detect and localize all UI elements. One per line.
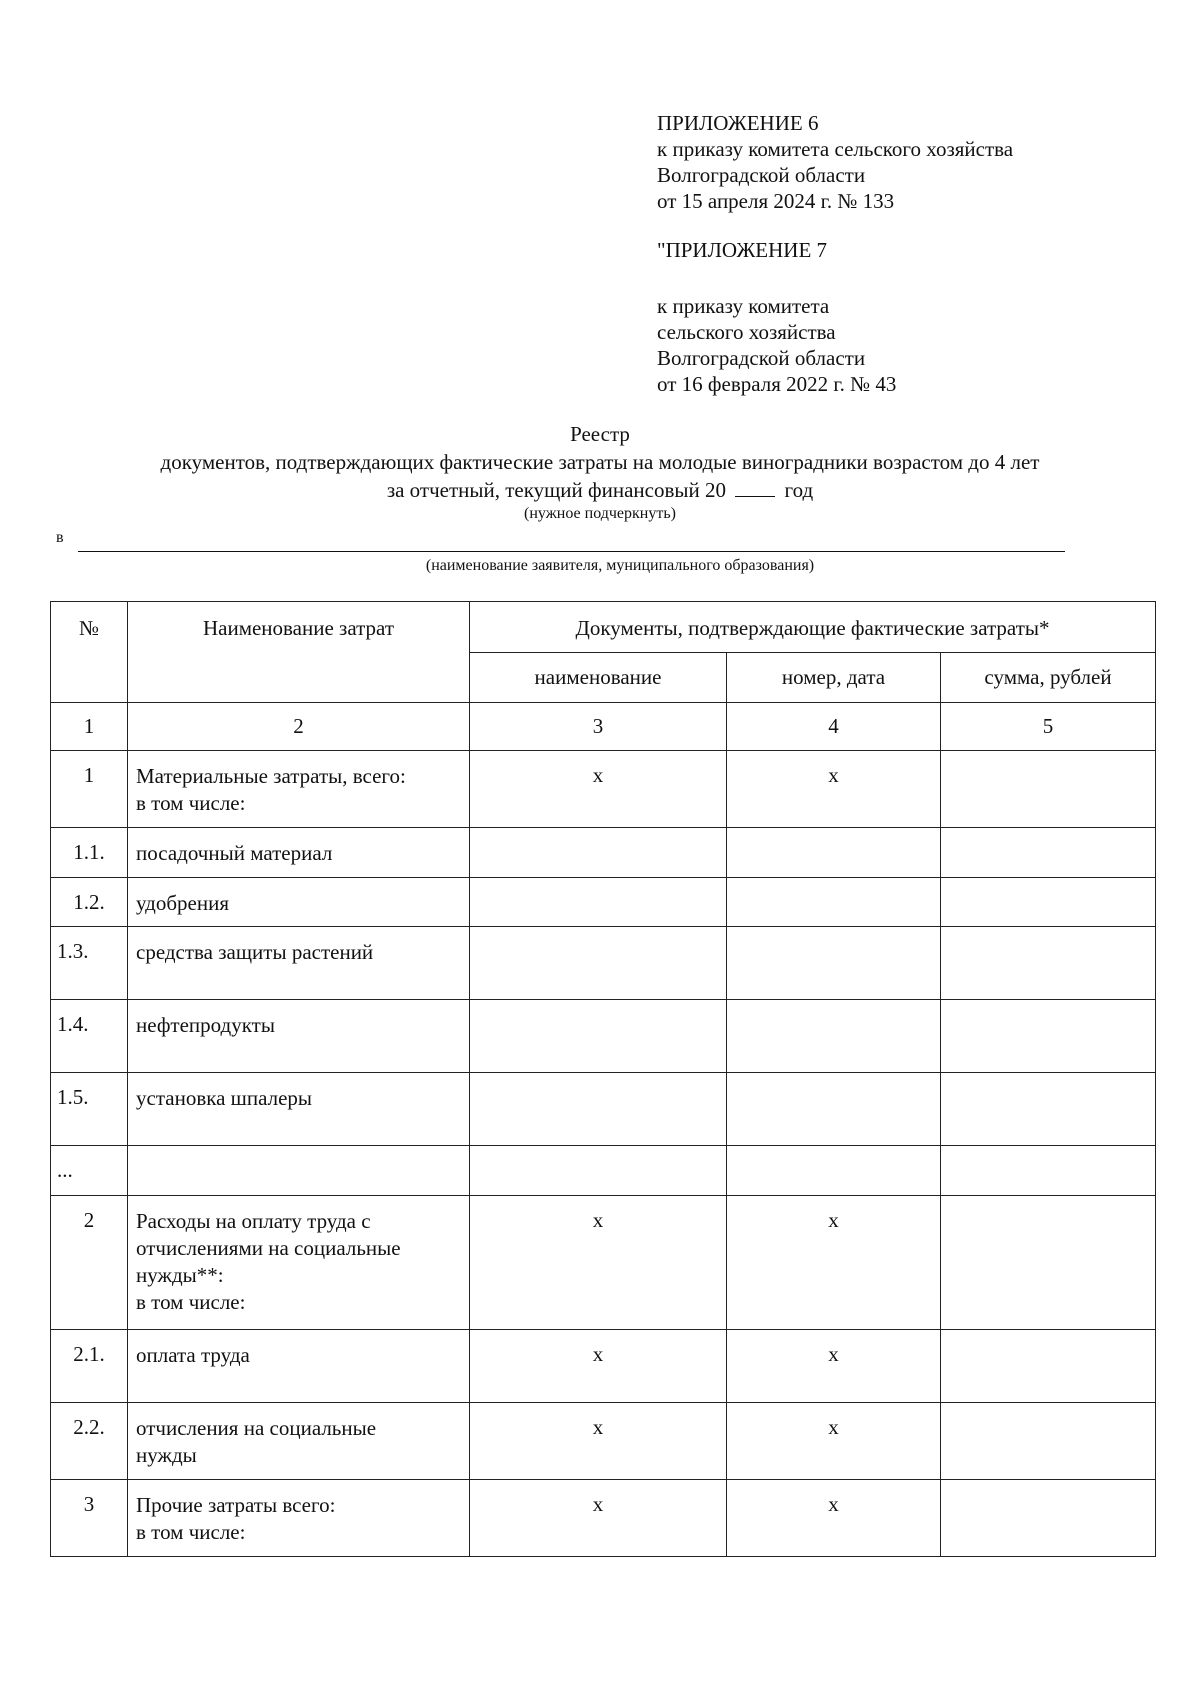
header-row-1: [51, 602, 1156, 653]
row-doc-sum: [941, 878, 1156, 927]
appendix-6-date: от 15 апреля 2024 г. № 133: [657, 189, 895, 213]
table-row: [51, 1073, 1156, 1146]
table-row: [51, 1000, 1156, 1073]
appendix-7-block: [657, 237, 896, 397]
header-doc-number-date: номер, дата: [727, 653, 941, 703]
row-cost-name: Расходы на оплату труда с отчислениями на социальные нужды**: в том числе:: [128, 1196, 470, 1330]
header-doc-name: наименование: [470, 653, 727, 703]
appendix-6-order: к приказу комитета сельского хозяйства: [657, 137, 1014, 161]
row-number: 3: [51, 1480, 128, 1557]
row-cost-name: посадочный материал: [128, 828, 470, 878]
row-doc-number-date: [727, 927, 941, 1000]
row-doc-number-date: [727, 828, 941, 878]
row-doc-number-date: х: [727, 1403, 941, 1480]
row-doc-name: х: [470, 1403, 727, 1480]
table-row: [51, 927, 1156, 1000]
row-doc-sum: [941, 927, 1156, 1000]
column-number: 3: [470, 703, 727, 751]
row-doc-sum: [941, 828, 1156, 878]
row-doc-name: х: [470, 1196, 727, 1330]
applicant-prefix: в: [56, 529, 64, 546]
row-cost-name: Материальные затраты, всего: в том числе:: [128, 751, 470, 828]
row-doc-number-date: х: [727, 1480, 941, 1557]
table-row: [51, 751, 1156, 828]
row-doc-name: [470, 1000, 727, 1073]
row-doc-name: х: [470, 1330, 727, 1403]
appendix-7-order: к приказу комитета: [657, 294, 830, 318]
row-doc-sum: [941, 1073, 1156, 1146]
row-doc-name: х: [470, 751, 727, 828]
row-doc-sum: [941, 1330, 1156, 1403]
row-doc-name: [470, 878, 727, 927]
row-doc-number-date: х: [727, 1330, 941, 1403]
row-doc-number-date: [727, 1000, 941, 1073]
row-doc-sum: [941, 1146, 1156, 1196]
table-row: [51, 1196, 1156, 1330]
appendix-6-block: [657, 110, 1013, 214]
appendix-6-region: Волгоградской области: [657, 163, 866, 187]
table-row: [51, 828, 1156, 878]
year-blank: [735, 478, 775, 497]
reporting-period: [0, 476, 1200, 504]
row-doc-name: [470, 1073, 727, 1146]
row-doc-number-date: [727, 1146, 941, 1196]
header-documents: Документы, подтверждающие фактические затраты*: [470, 602, 1156, 653]
row-cost-name: Прочие затраты всего: в том числе:: [128, 1480, 470, 1557]
row-number: 2: [51, 1196, 128, 1330]
row-number: 1.4.: [51, 1000, 128, 1073]
header-cost-name: Наименование затрат: [128, 602, 470, 703]
row-number: 2.1.: [51, 1330, 128, 1403]
appendix-7-region: Волгоградской области: [657, 346, 866, 370]
column-number: 4: [727, 703, 941, 751]
row-doc-sum: [941, 1403, 1156, 1480]
document-subtitle: документов, подтверждающих фактические затраты на молодые виноградники возрастом до 4 лет: [160, 450, 1040, 474]
column-number: 1: [51, 703, 128, 751]
period-label: за отчетный, текущий финансовый 20: [386, 478, 727, 502]
row-doc-number-date: х: [727, 751, 941, 828]
document-title: Реестр: [570, 422, 630, 446]
row-number: 1.2.: [51, 878, 128, 927]
row-number: 2.2.: [51, 1403, 128, 1480]
row-cost-name: средства защиты растений: [128, 927, 470, 1000]
appendix-7-committee: сельского хозяйства: [657, 320, 836, 344]
row-doc-sum: [941, 1196, 1156, 1330]
column-number-row: [51, 703, 1156, 751]
row-number: 1.5.: [51, 1073, 128, 1146]
row-cost-name: отчисления на социальные нужды: [128, 1403, 470, 1480]
table-row: [51, 1403, 1156, 1480]
row-doc-number-date: х: [727, 1196, 941, 1330]
underline-hint: (нужное подчеркнуть): [524, 505, 676, 522]
row-cost-name: удобрения: [128, 878, 470, 927]
period-year-word: год: [784, 478, 814, 502]
table-row: [51, 878, 1156, 927]
row-doc-sum: [941, 751, 1156, 828]
header-doc-sum: сумма, рублей: [941, 653, 1156, 703]
row-cost-name: оплата труда: [128, 1330, 470, 1403]
row-doc-name: [470, 927, 727, 1000]
row-doc-number-date: [727, 1073, 941, 1146]
header-number: №: [51, 602, 128, 703]
row-doc-number-date: [727, 878, 941, 927]
row-number: ...: [51, 1146, 128, 1196]
row-cost-name: установка шпалеры: [128, 1073, 470, 1146]
row-cost-name: [128, 1146, 470, 1196]
row-doc-name: [470, 1146, 727, 1196]
row-number: 1.3.: [51, 927, 128, 1000]
cost-registry-table: [50, 601, 1156, 1557]
row-doc-sum: [941, 1000, 1156, 1073]
appendix-6-title: ПРИЛОЖЕНИЕ 6: [657, 111, 819, 135]
column-number: 5: [941, 703, 1156, 751]
appendix-7-date: от 16 февраля 2022 г. № 43: [657, 372, 897, 396]
applicant-hint: (наименование заявителя, муниципального образования): [425, 557, 815, 574]
row-doc-name: х: [470, 1480, 727, 1557]
row-doc-name: [470, 828, 727, 878]
applicant-line: [78, 551, 1065, 552]
appendix-7-title: "ПРИЛОЖЕНИЕ 7: [657, 238, 828, 262]
table-row: [51, 1480, 1156, 1557]
row-doc-sum: [941, 1480, 1156, 1557]
row-number: 1: [51, 751, 128, 828]
row-number: 1.1.: [51, 828, 128, 878]
column-number: 2: [128, 703, 470, 751]
table-row: [51, 1330, 1156, 1403]
table-row: [51, 1146, 1156, 1196]
row-cost-name: нефтепродукты: [128, 1000, 470, 1073]
